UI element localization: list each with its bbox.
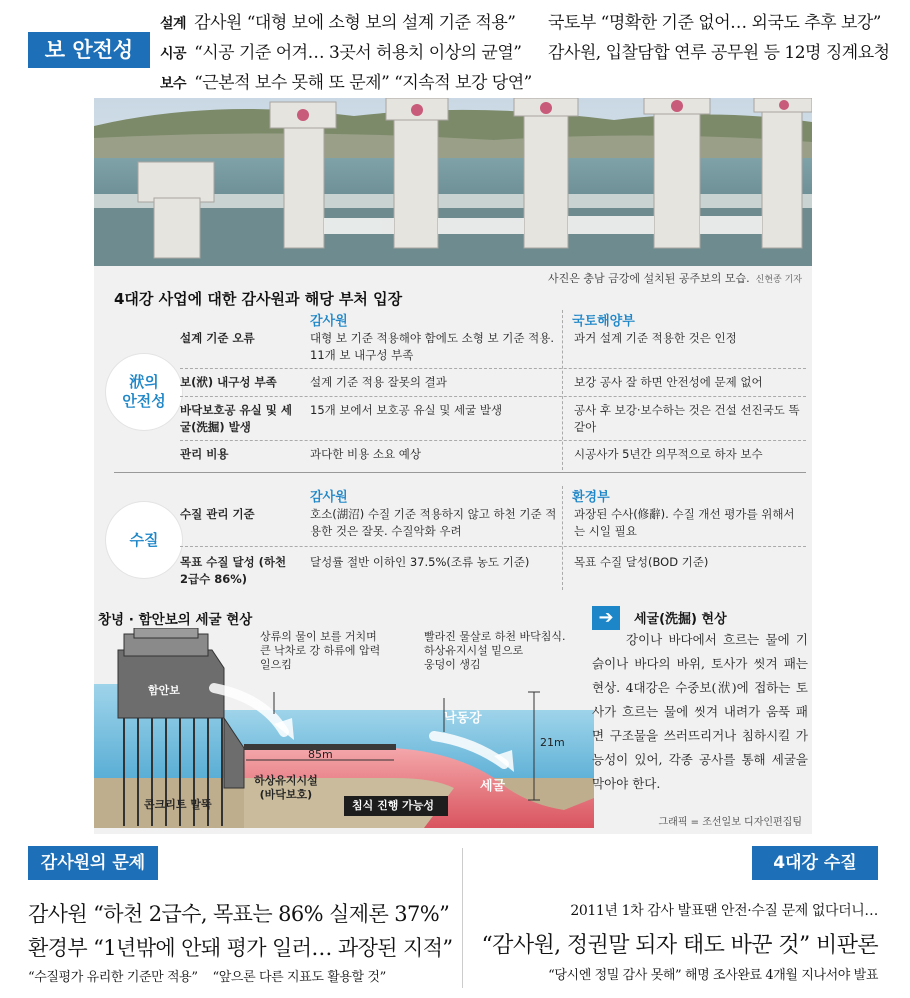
weir-photo-illustration bbox=[94, 98, 812, 266]
header-audit: 감사원 bbox=[310, 314, 348, 329]
header-audit: 감사원 bbox=[310, 490, 348, 505]
weir-photo bbox=[94, 98, 812, 266]
section-tag-safety: 보 안전성 bbox=[28, 32, 150, 68]
headline-construction bbox=[160, 38, 521, 63]
row-ministry: 시공사가 5년간 의무적으로 하자 보수 bbox=[574, 447, 763, 461]
row-topic: 관리 비용 bbox=[180, 447, 229, 461]
headline-text: “근본적 보수 못해 또 문제” “지속적 보강 당연” bbox=[194, 73, 532, 93]
arrow-right-icon: ➔ bbox=[592, 606, 620, 630]
row-ministry: 과거 설계 기준 적용한 것은 인정 bbox=[574, 331, 737, 345]
header-environment: 환경부 bbox=[572, 490, 610, 505]
row-divider bbox=[180, 368, 806, 369]
row-ministry: 공사 후 보강·보수하는 것은 건설 선진국도 똑같아 bbox=[574, 403, 800, 434]
section-name: 수질 bbox=[129, 530, 159, 549]
column-divider bbox=[562, 486, 563, 590]
kicker-quality: 2011년 1차 감사 발표땐 안전·수질 문제 없다더니… bbox=[570, 903, 878, 919]
headline-repair bbox=[160, 68, 532, 93]
headline-ministry: 국토부 “명확한 기준 없어… 외국도 추후 보강” bbox=[548, 13, 881, 33]
row-audit: 설계 기준 적용 잘못의 결과 bbox=[310, 375, 447, 389]
label-weir: 함안보 bbox=[148, 684, 180, 697]
subhead-quality: “당시엔 정밀 감사 못해” 해명 조사완료 4개월 지나서야 발표 bbox=[548, 968, 878, 983]
section-tag-quality: 4대강 수질 bbox=[752, 846, 878, 880]
explain-title: 세굴(洗掘) 현상 bbox=[634, 612, 727, 627]
headline-text: 감사원 “대형 보에 소형 보의 설계 기준 적용” bbox=[194, 13, 516, 33]
label-river: 낙동강 bbox=[444, 711, 482, 726]
headline-discipline: 감사원, 입찰담합 연루 공무원 등 12명 징계요청 bbox=[548, 43, 890, 63]
section-tag-audit: 감사원의 문제 bbox=[28, 846, 158, 880]
diagram-title: 창녕 · 함안보의 세굴 현상 bbox=[98, 612, 253, 628]
photo-credit: 신현종 기자 bbox=[755, 275, 802, 285]
label-depth: 21m bbox=[540, 736, 565, 749]
section-divider bbox=[114, 472, 806, 473]
column-divider bbox=[462, 848, 463, 988]
photo-caption bbox=[548, 270, 802, 286]
scour-diagram bbox=[94, 628, 594, 828]
headline-text: “시공 기준 어겨… 3곳서 허용치 이상의 균열” bbox=[194, 43, 522, 63]
label-bed-protection: 하상유지시설 (바닥보호) bbox=[254, 774, 318, 801]
headline-label: 시공 bbox=[160, 46, 187, 62]
section-name: 洑의 안전성 bbox=[122, 373, 166, 410]
row-audit: 호소(湖沼) 수질 기준 적용하지 않고 하천 기준 적용한 것은 잘못. 수질악화 우려 bbox=[310, 507, 557, 538]
section-circle-safety bbox=[106, 354, 182, 430]
row-topic: 보(洑) 내구성 부족 bbox=[180, 375, 277, 389]
header-ministry: 국토해양부 bbox=[572, 314, 635, 329]
label-upstream: 상류의 물이 보를 거치며 큰 낙차로 강 하류에 압력 일으킴 bbox=[260, 630, 381, 671]
label-scour: 세굴 bbox=[480, 779, 506, 794]
headline-label: 보수 bbox=[160, 76, 187, 92]
headline-design bbox=[160, 8, 515, 33]
label-piles: 콘크리트 말뚝 bbox=[144, 798, 212, 811]
row-audit: 과다한 비용 소요 예상 bbox=[310, 447, 421, 461]
headline-quality: “감사원, 정권말 되자 태도 바꾼 것” 비판론 bbox=[481, 933, 878, 958]
row-topic: 바닥보호공 유실 및 세굴(洗掘) 발생 bbox=[180, 403, 292, 434]
headline-audit-2: 환경부 “1년밖에 안돼 평가 일러… 과장된 지적” bbox=[28, 936, 453, 960]
row-topic: 수질 관리 기준 bbox=[180, 507, 255, 521]
subhead-audit: “수질평가 유리한 기준만 적용” “앞으론 다른 지표도 활용할 것” bbox=[28, 970, 386, 985]
row-divider bbox=[180, 440, 806, 441]
photo-caption-text: 사진은 충남 금강에 설치된 공주보의 모습. bbox=[548, 272, 750, 285]
row-audit: 대형 보 기준 적용해야 함에도 소형 보 기준 적용. 11개 보 내구성 부족 bbox=[310, 331, 554, 362]
section-circle-quality bbox=[106, 502, 182, 578]
row-divider bbox=[180, 546, 806, 547]
label-erosion: 빨라진 물살로 하천 바닥침식. 하상유지시설 밑으로 웅덩이 생김 bbox=[424, 630, 566, 671]
label-progress: 침식 진행 가능성 bbox=[352, 799, 435, 812]
infographic bbox=[94, 98, 812, 834]
row-audit: 15개 보에서 보호공 유실 및 세굴 발생 bbox=[310, 403, 503, 417]
headline-label: 설계 bbox=[160, 16, 187, 32]
row-ministry: 목표 수질 달성(BOD 기준) bbox=[574, 555, 709, 569]
row-divider bbox=[180, 396, 806, 397]
graphic-credit: 그래픽 = 조선일보 디자인편집팀 bbox=[658, 817, 802, 828]
row-topic: 설계 기준 오류 bbox=[180, 331, 255, 345]
headline-audit-1: 감사원 “하천 2급수, 목표는 86% 실제론 37%” bbox=[28, 902, 450, 926]
explain-body: 강이나 바다에서 흐르는 물에 기슭이나 바다의 바위, 토사가 씻겨 패는 현상. 4대강은 수중보(洑)에 접하는 토사가 흐르는 물에 씻겨 내려가 움푹 패면 구조물을 쓰러뜨리거나 침하시킬 가능성이 있어, 각종 공사를 통해 세굴을 막아야 한다. bbox=[592, 632, 808, 791]
row-ministry: 과장된 수사(修辭). 수질 개선 평가를 위해서는 시일 필요 bbox=[574, 507, 795, 538]
row-ministry: 보강 공사 잘 하면 안전성에 문제 없어 bbox=[574, 375, 763, 389]
label-length: 85m bbox=[308, 748, 333, 761]
table-title: 4대강 사업에 대한 감사원과 해당 부처 입장 bbox=[114, 290, 403, 308]
row-topic: 목표 수질 달성 (하천2급수 86%) bbox=[180, 555, 287, 586]
column-divider bbox=[562, 310, 563, 470]
row-audit: 달성률 절반 이하인 37.5%(조류 농도 기준) bbox=[310, 555, 530, 569]
